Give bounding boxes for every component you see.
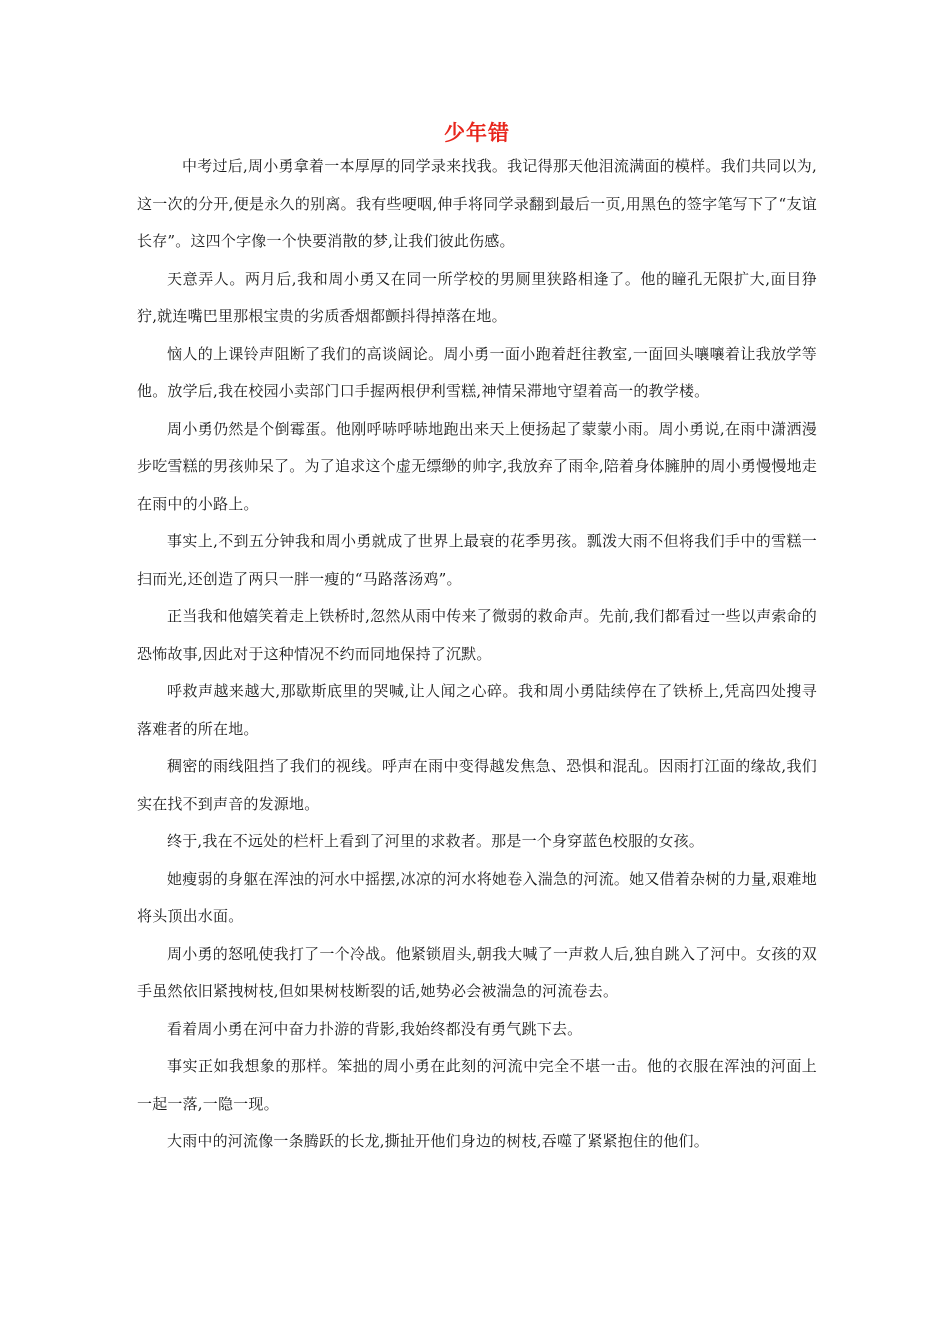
paragraph-6: 正当我和他嬉笑着走上铁桥时,忽然从雨中传来了微弱的救命声。先前,我们都看过一些以声索命的恐怖故事,因此对于这种情况不约而同地保持了沉默。 xyxy=(137,607,817,663)
paragraph-12: 看着周小勇在河中奋力扑游的背影,我始终都没有勇气跳下去。 xyxy=(167,1019,583,1038)
paragraph-9: 终于,我在不远处的栏杆上看到了河里的求救者。那是一个身穿蓝色校服的女孩。 xyxy=(167,832,704,850)
paragraph-10: 她瘦弱的身躯在浑浊的河水中摇摆,冰凉的河水将她卷入湍急的河流。她又借着杂树的力量,艰难地将头顶出水面。 xyxy=(137,869,817,925)
paragraph-13: 事实正如我想象的那样。笨拙的周小勇在此刻的河流中完全不堪一击。他的衣服在浑浊的河面上一起一落,一隐一现。 xyxy=(137,1057,817,1113)
paragraph-2: 天意弄人。两月后,我和周小勇又在同一所学校的男厕里狭路相逢了。他的瞳孔无限扩大,面目狰狞,就连嘴巴里那根宝贵的劣质香烟都颤抖得掉落在地。 xyxy=(137,269,817,325)
document-page xyxy=(137,118,817,1161)
paragraph-8: 稠密的雨线阻挡了我们的视线。呼声在雨中变得越发焦急、恐惧和混乱。因雨打江面的缘故,我们实在找不到声音的发源地。 xyxy=(137,757,817,813)
paragraph-5: 事实上,不到五分钟我和周小勇就成了世界上最衰的花季男孩。瓢泼大雨不但将我们手中的雪糕一扫而光,还创造了两只一胖一瘦的“马路落汤鸡”。 xyxy=(137,532,817,588)
paragraph-4: 周小勇仍然是个倒霉蛋。他刚呼哧呼哧地跑出来天上便扬起了蒙蒙小雨。周小勇说,在雨中潇洒漫步吃雪糕的男孩帅呆了。为了追求这个虚无缥缈的帅字,我放弃了雨伞,陪着身体臃肿的周小勇慢慢地走在雨中的小路上。 xyxy=(137,419,817,513)
document-title: 少年错 xyxy=(444,120,510,145)
paragraph-11: 周小勇的怒吼使我打了一个冷战。他紧锁眉头,朝我大喊了一声救人后,独自跳入了河中。女孩的双手虽然依旧紧拽树枝,但如果树枝断裂的话,她势必会被湍急的河流卷去。 xyxy=(137,944,817,1000)
paragraph-3: 恼人的上课铃声阻断了我们的高谈阔论。周小勇一面小跑着赶往教室,一面回头嚷嚷着让我放学等他。放学后,我在校园小卖部门口手握两根伊利雪糕,神情呆滞地守望着高一的教学楼。 xyxy=(137,344,817,400)
paragraph-14: 大雨中的河流像一条腾跃的长龙,撕扯开他们身边的树枝,吞噬了紧紧抱住的他们。 xyxy=(167,1132,709,1150)
paragraph-7: 呼救声越来越大,那歇斯底里的哭喊,让人闻之心碎。我和周小勇陆续停在了铁桥上,凭高四处搜寻落难者的所在地。 xyxy=(137,682,817,738)
paragraph-1: 中考过后,周小勇拿着一本厚厚的同学录来找我。我记得那天他泪流满面的模样。我们共同以为,这一次的分开,便是永久的别离。我有些哽咽,伸手将同学录翻到最后一页,用黑色的签字笔写下了“友谊长存”。这四个字像一个快要消散的梦,让我们彼此伤感。 xyxy=(137,157,817,250)
